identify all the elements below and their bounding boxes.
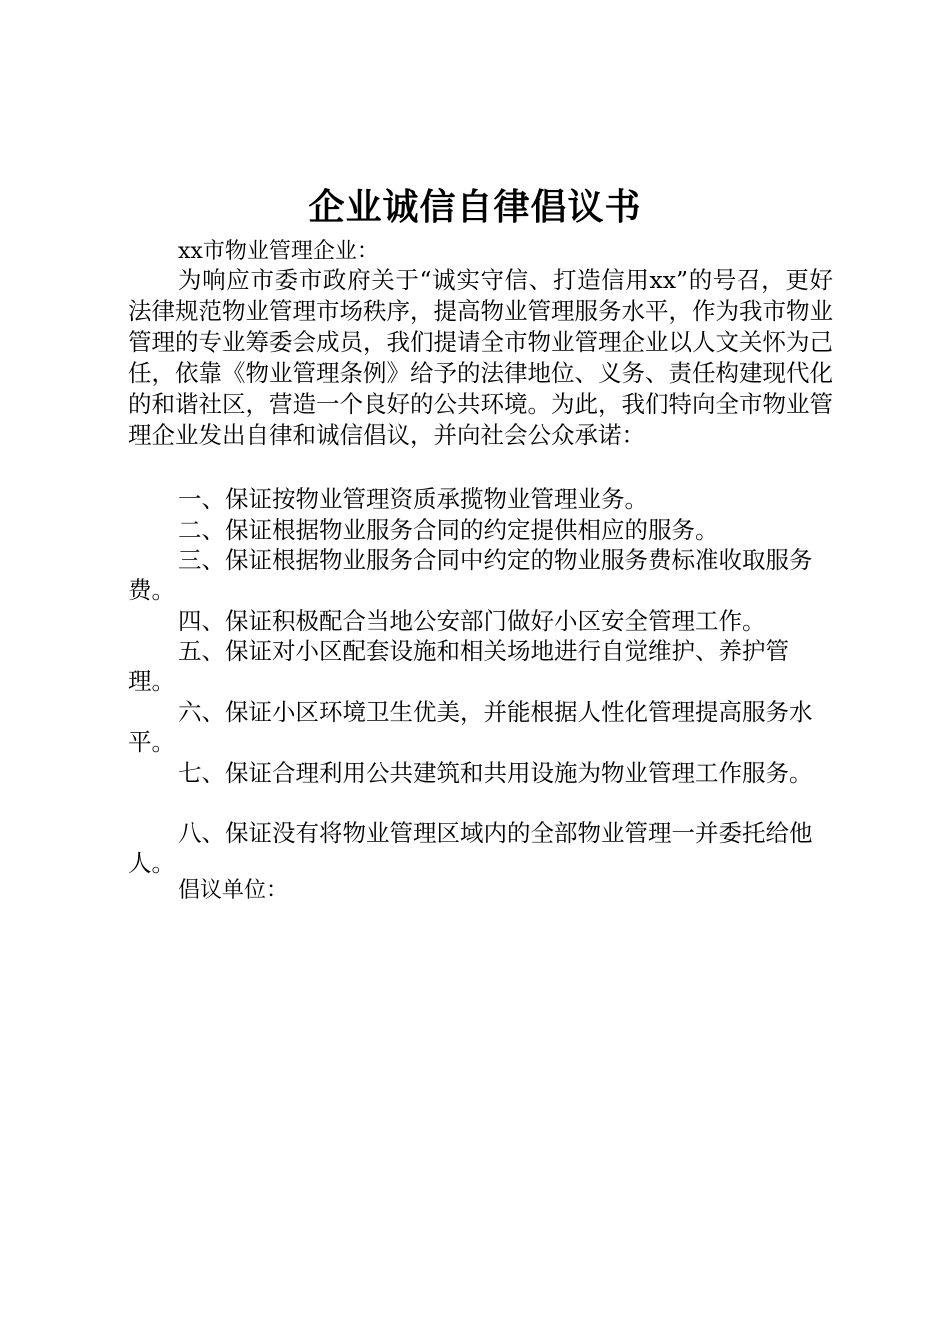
intro-paragraph: 为响应市委市政府关于“诚实守信、打造信用xx”的号召，更好法律规范物业管理市场秩序，提高物业管理服务水平，作为我市物业管理的专业筹委会成员，我们提请全市物业管理企业以人文关怀为己任，依靠《物业管理条例》给予的法律地位、义务、责任构建现代化的和谐社区，营造一个良好的公共环境。为此，我们特向全市物业管理企业发出自律和诚信倡议，并向社会公众承诺： <box>128 266 833 449</box>
document-title: 企业诚信自律倡议书 <box>308 187 642 228</box>
commitment-item-7: 七、保证合理利用公共建筑和共用设施为物业管理工作服务。 <box>178 759 813 787</box>
commitment-item-2: 二、保证根据物业服务合同的约定提供相应的服务。 <box>178 516 719 544</box>
commitment-item-4: 四、保证积极配合当地公安部门做好小区安全管理工作。 <box>178 607 766 635</box>
commitment-item-3: 三、保证根据物业服务合同中约定的物业服务费标准收取服务费。 <box>128 546 813 604</box>
commitment-item-6: 六、保证小区环境卫生优美，并能根据人性化管理提高服务水平。 <box>128 698 813 756</box>
commitment-item-5: 五、保证对小区配套设施和相关场地进行自觉维护、养护管理。 <box>128 637 789 695</box>
commitment-item-1: 一、保证按物业管理资质承揽物业管理业务。 <box>178 485 648 513</box>
commitment-item-8: 八、保证没有将物业管理区域内的全部物业管理一并委托给他人。 <box>128 819 813 877</box>
salutation: xx市物业管理企业： <box>178 239 379 264</box>
signer-label: 倡议单位： <box>178 878 289 903</box>
